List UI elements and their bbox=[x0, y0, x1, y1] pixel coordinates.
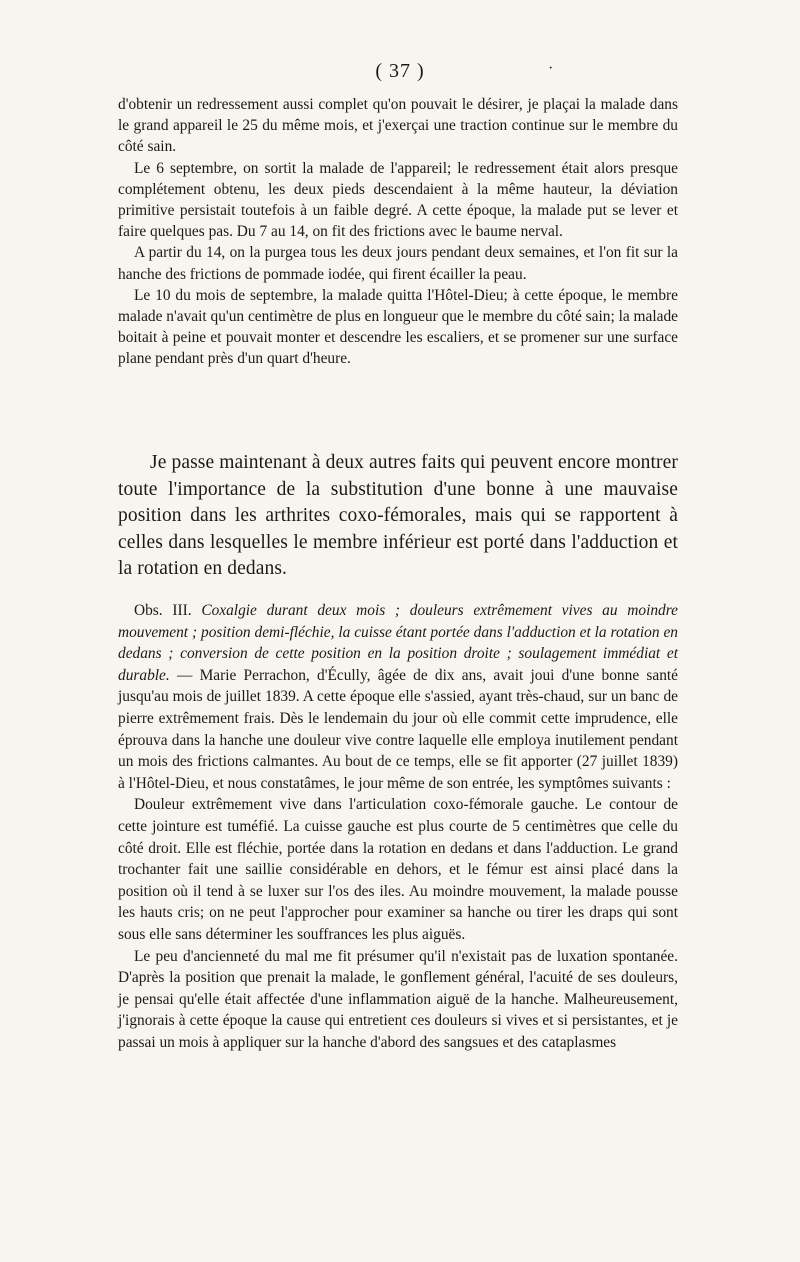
paragraph: Le 6 septembre, on sortit la malade de l'appareil; le redressement était alors presque complétement obtenu, les deux pieds descendaient à la même hauteur, la déviation primitive persistait toutefois à un faible degré. A cette époque, la malade put se lever et faire quelques pas. Du 7 au 14, on fit des frictions avec le baume nerval. bbox=[118, 159, 678, 241]
intro-section bbox=[118, 94, 678, 370]
observation-section bbox=[118, 600, 678, 1053]
observation-label: Obs. III. bbox=[134, 602, 192, 619]
transition-paragraph: Je passe maintenant à deux autres faits qui peuvent encore montrer toute l'importance de la substitution d'une bonne à une mauvaise position dans les arthrites coxo-fémorales, mais qui se rapportent à celles dans lesquelles le membre inférieur est porté dans l'adduction et la rotation en dedans. bbox=[118, 452, 678, 579]
paragraph: Le 10 du mois de septembre, la malade quitta l'Hôtel-Dieu; à cette époque, le membre malade n'avait qu'un centimètre de plus en longueur que le membre du côté sain; la malade boitait à peine et pouvait monter et descendre les escaliers, et se promener sur une surface plane pendant près d'un quart d'heure. bbox=[118, 286, 678, 368]
margin-mark: · bbox=[548, 60, 554, 77]
paragraph: A partir du 14, on la purgea tous les deux jours pendant deux semaines, et l'on fit sur la hanche des frictions de pommade iodée, qui firent écailler la peau. bbox=[118, 244, 678, 283]
paragraph: Le peu d'ancienneté du mal me fit présumer qu'il n'existait pas de luxation spontanée. D'après la position que prenait la malade, le gonflement général, l'acuité de ses douleurs, je pensai qu'elle était affectée d'une inflammation aiguë de la hanche. Malheureusement, j'ignorais à cette époque la cause qui entretient ces douleurs si vives et si persistantes, et je passai un mois à appliquer sur la hanche d'abord des sangsues et des cataplasmes bbox=[118, 947, 678, 1051]
paragraph: Douleur extrêmement vive dans l'articulation coxo-fémorale gauche. Le contour de cette jointure est tuméfié. La cuisse gauche est plus courte de 5 centimètres que celle du côté droit. Elle est fléchie, portée dans la rotation en dedans et dans l'adduction. Le grand trochanter fait une saillie considérable en dehors, et le fémur est ainsi placé dans la position où il tend à se luxer sur l'os des iles. Au moindre mouvement, la malade pousse les hauts cris; on ne peut l'approcher pour examiner sa hanche ou tirer les draps qui sont sous elle sans déterminer les souffrances les plus aiguës. bbox=[118, 796, 678, 943]
page-number: ( 37 ) bbox=[375, 60, 425, 82]
observation-heading-paragraph bbox=[118, 600, 678, 794]
transition-section bbox=[118, 450, 678, 583]
observation-title: Coxalgie durant deux mois ; douleurs extrêmement vives au moindre mouvement ; position demi-fléchie, la cuisse étant portée dans l'adduction et la rotation en dedans ; conversion de cette position en la position droite ; soulagement immédiat et durable. bbox=[118, 602, 678, 684]
observation-intro: — Marie Perrachon, d'Écully, âgée de dix ans, avait joui d'une bonne santé jusqu'au mois de juillet 1839. A cette époque elle s'assied, ayant très-chaud, sur un banc de pierre extrêmement frais. Dès le lendemain du jour où elle commit cette imprudence, elle éprouva dans la hanche une douleur vive contre laquelle elle employa inutilement pendant un mois des frictions calmantes. Au bout de ce temps, elle se fit apporter (27 juillet 1839) à l'Hôtel-Dieu, et nous constatâmes, le jour même de son entrée, les symptômes suivants : bbox=[118, 666, 679, 792]
paragraph: d'obtenir un redressement aussi complet qu'on pouvait le désirer, je plaçai la malade dans le grand appareil le 25 du même mois, et j'exerçai une traction continue sur le membre du côté sain. bbox=[118, 96, 678, 156]
